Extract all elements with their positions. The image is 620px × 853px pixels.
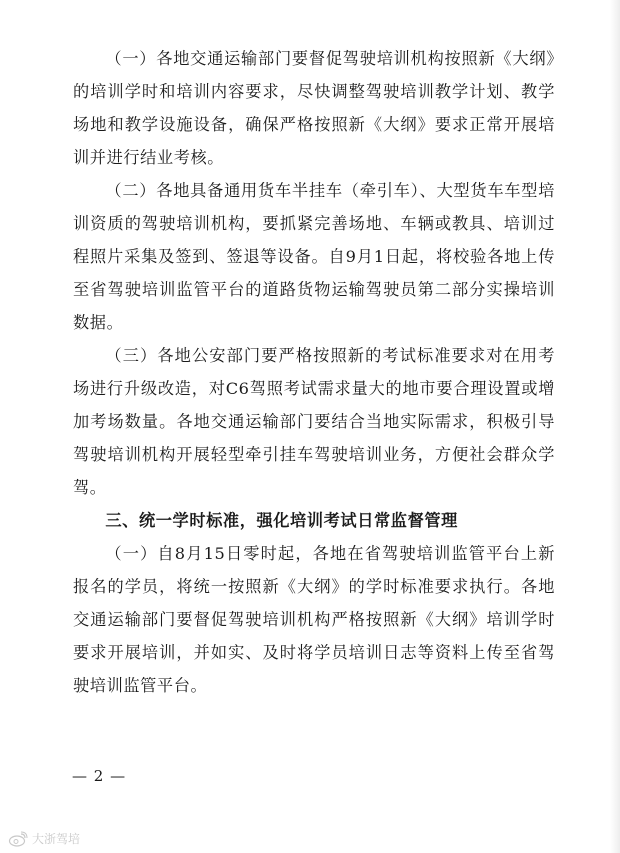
paragraph-1-3: （三）各地公安部门要严格按照新的考试标准要求对在用考场进行升级改造，对C6驾照考试需求量大的地市要合理设置或增加考场数量。各地交通运输部门要结合当地实际需求，积极引导驾驶培训机构开展轻型牵引挂车驾驶培训业务，方便社会群众学驾。 [73, 346, 555, 497]
weibo-logo-icon [8, 831, 28, 847]
watermark-text: 大浙驾培 [32, 832, 81, 846]
page-number: — 2 — [72, 767, 127, 785]
page-edge-shadow [610, 0, 620, 853]
document-body [73, 42, 555, 702]
paragraph-1-1: （一）各地交通运输部门要督促驾驶培训机构按照新《大纲》的培训学时和培训内容要求，尽快调整驾驶培训教学计划、教学场地和教学设施设备，确保严格按照新《大纲》要求正常开展培训并进行结业考核。 [73, 49, 555, 167]
section-heading-3: 三、统一学时标准，强化培训考试日常监督管理 [105, 511, 458, 530]
paragraph-3-1: （一）自8月15日零时起，各地在省驾驶培训监管平台上新报名的学员，将统一按照新《大纲》的学时标准要求执行。各地交通运输部门要督促驾驶培训机构严格按照新《大纲》培训学时要求开展培训，并如实、及时将学员培训日志等资料上传至省驾驶培训监管平台。 [73, 544, 555, 695]
watermark [8, 830, 80, 847]
paragraph-1-2: （二）各地具备通用货车半挂车（牵引车）、大型货车车型培训资质的驾驶培训机构，要抓紧完善场地、车辆或教具、培训过程照片采集及签到、签退等设备。自9月1日起，将校验各地上传至省驾驶培训监管平台的道路货物运输驾驶员第二部分实操培训数据。 [73, 181, 555, 332]
